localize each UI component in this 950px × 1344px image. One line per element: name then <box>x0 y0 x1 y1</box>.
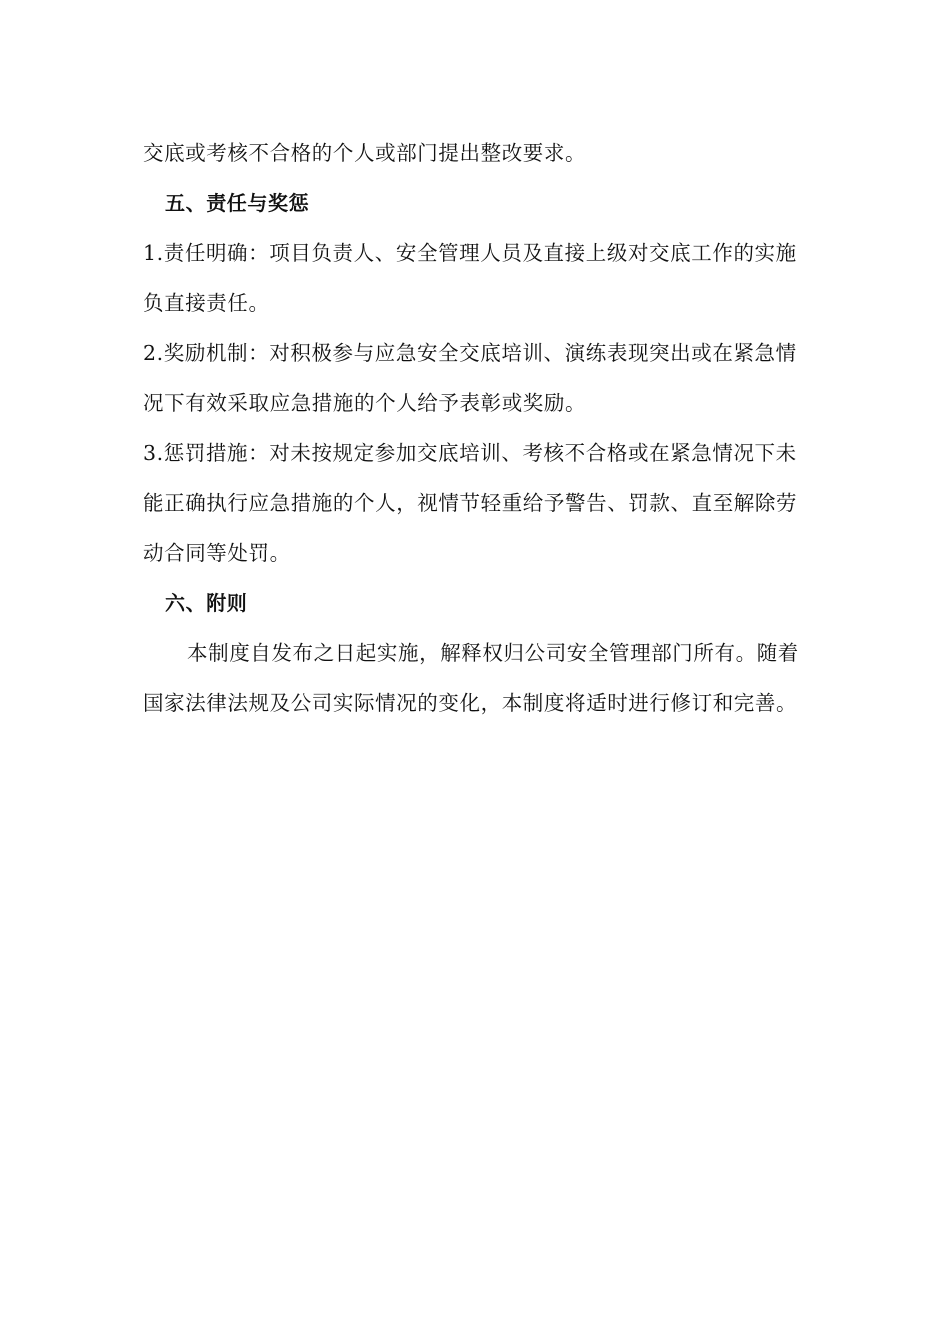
section-5-item-1: 1.责任明确：项目负责人、安全管理人员及直接上级对交底工作的实施负直接责任。 <box>143 241 797 315</box>
document-body <box>143 128 807 728</box>
section-5-heading: 五、责任与奖惩 <box>165 191 310 215</box>
section-5-item-2: 2.奖励机制：对积极参与应急安全交底培训、演练表现突出或在紧急情况下有效采取应急措施的个人给予表彰或奖励。 <box>143 341 797 415</box>
section-6-heading: 六、附则 <box>165 591 248 615</box>
section-5-item-3: 3.惩罚措施：对未按规定参加交底培训、考核不合格或在紧急情况下未能正确执行应急措施的个人，视情节轻重给予警告、罚款、直至解除劳动合同等处罚。 <box>143 441 798 565</box>
section-6-paragraph: 本制度自发布之日起实施，解释权归公司安全管理部门所有。随着国家法律法规及公司实际情况的变化，本制度将适时进行修订和完善。 <box>143 641 799 715</box>
continuation-paragraph: 交底或考核不合格的个人或部门提出整改要求。 <box>143 141 587 165</box>
